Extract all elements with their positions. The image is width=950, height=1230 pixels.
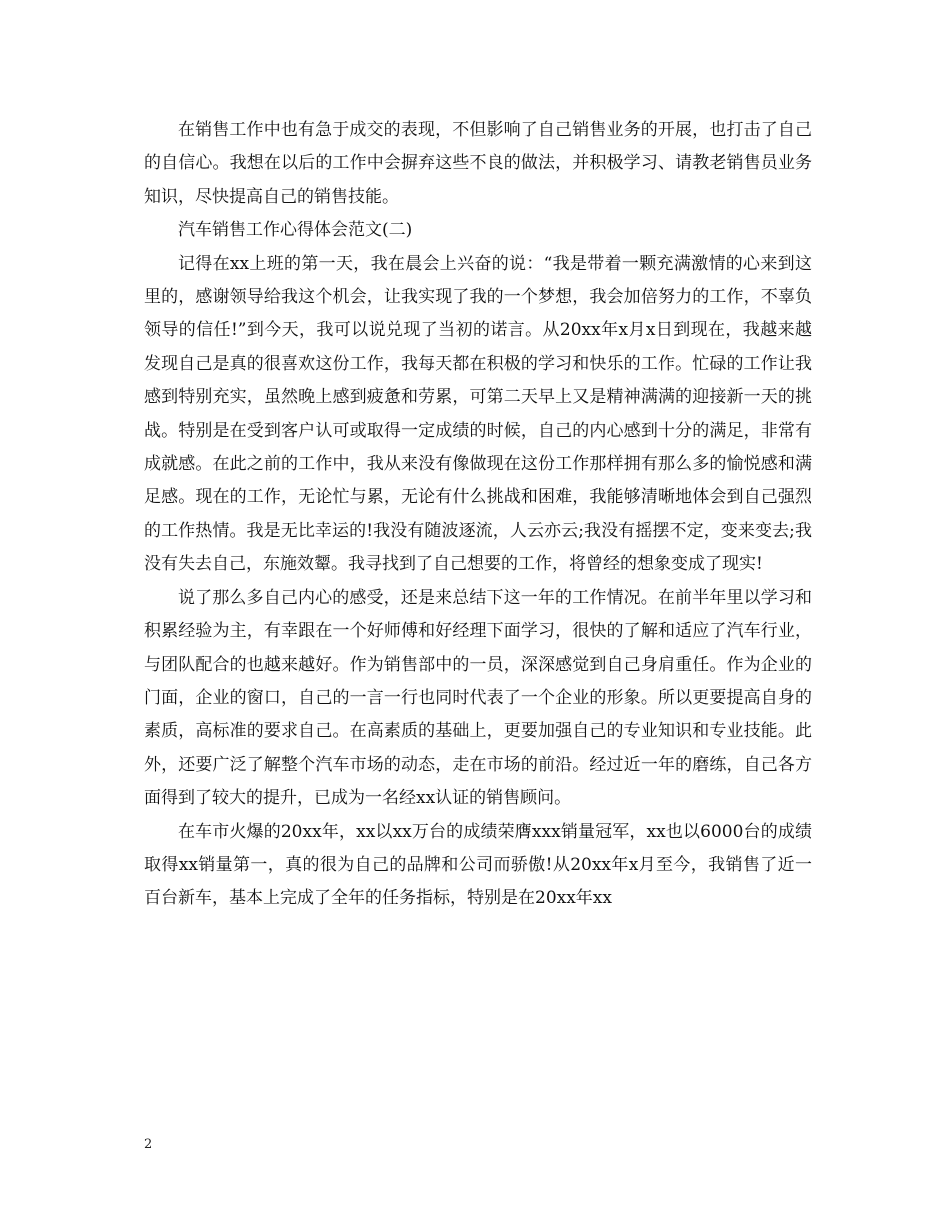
paragraph: 在销售工作中也有急于成交的表现，不但影响了自己销售业务的开展，也打击了自己的自信心。我想在以后的工作中会摒弃这些不良的做法，并积极学习、请教老销售员业务知识，尽快提高自己的销售技能。 — [144, 120, 812, 207]
page-number: 2 — [144, 1137, 153, 1152]
paragraph: 记得在xx上班的第一天，我在晨会上兴奋的说：“我是带着一颗充满激情的心来到这里的，感谢领导给我这个机会，让我实现了我的一个梦想，我会加倍努力的工作，不辜负领导的信任!”到今天，我可以说兑现了当初的诺言。从20xx年x月x日到现在，我越来越发现自己是真的很喜欢这份工作，我每天都在积极的学习和快乐的工作。忙碌的工作让我感到特别充实，虽然晚上感到疲惫和劳累，可第二天早上又是精神满满的迎接新一天的挑战。特别是在受到客户认可或取得一定成绩的时候，自己的内心感到十分的满足，非常有成就感。在此之前的工作中，我从来没有像做现在这份工作那样拥有那么多的愉悦感和满足感。现在的工作，无论忙与累，无论有什么挑战和困难，我能够清晰地体会到自己强烈的工作热情。我是无比幸运的!我没有随波逐流，人云亦云;我没有摇摆不定，变来变去;我没有失去自己，东施效颦。我寻找到了自己想要的工作，将曾经的想象变成了现实! — [144, 253, 812, 575]
paragraph: 说了那么多自己内心的感受，还是来总结下这一年的工作情况。在前半年里以学习和积累经验为主，有幸跟在一个好师傅和好经理下面学习，很快的了解和适应了汽车行业，与团队配合的也越来越好。作为销售部中的一员，深深感觉到自己身肩重任。作为企业的门面，企业的窗口，自己的一言一行也同时代表了一个企业的形象。所以更要提高自身的素质，高标准的要求自己。在高素质的基础上，更要加强自己的专业知识和专业技能。此外，还要广泛了解整个汽车市场的动态，走在市场的前沿。经过近一年的磨练，自己各方面得到了较大的提升，已成为一名经xx认证的销售顾问。 — [144, 587, 812, 809]
section-heading: 汽车销售工作心得体会范文(二) — [178, 220, 413, 241]
paragraph: 在车市火爆的20xx年，xx以xx万台的成绩荣膺xxx销量冠军，xx也以6000台的成绩取得xx销量第一，真的很为自己的品牌和公司而骄傲!从20xx年x月至今，我销售了近一百台新车，基本上完成了全年的任务指标，特别是在20xx年xx — [144, 821, 812, 909]
document-body — [144, 114, 812, 916]
